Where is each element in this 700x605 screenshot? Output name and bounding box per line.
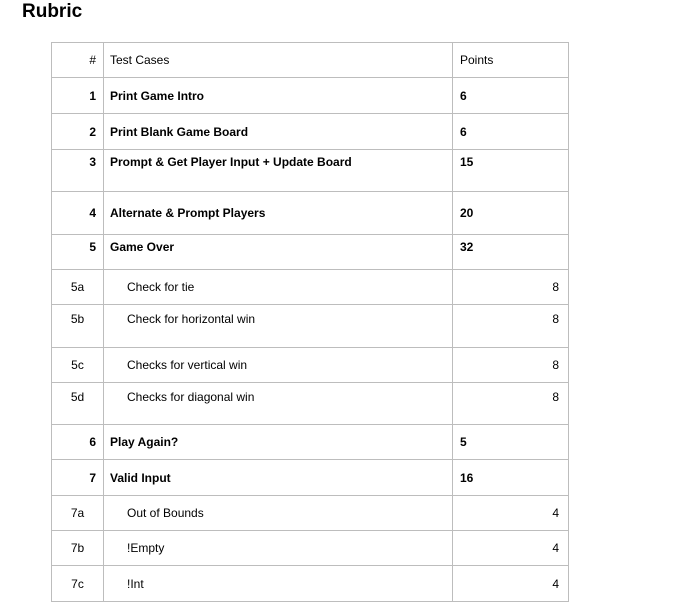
row-number: 3 xyxy=(52,150,104,192)
table-header-row xyxy=(52,43,569,78)
page-title: Rubric xyxy=(22,1,83,22)
row-test-case: Valid Input xyxy=(104,460,453,496)
row-test-case: !Empty xyxy=(104,531,453,566)
row-points: 15 xyxy=(453,150,569,192)
table-row xyxy=(52,114,569,150)
table-row xyxy=(52,192,569,235)
table-row xyxy=(52,496,569,531)
row-points: 4 xyxy=(453,531,569,566)
row-number: 4 xyxy=(52,192,104,235)
row-number: 5b xyxy=(52,305,104,348)
row-number: 5d xyxy=(52,383,104,425)
row-points: 4 xyxy=(453,566,569,602)
table-row xyxy=(52,425,569,460)
table-row xyxy=(52,348,569,383)
row-test-case: Print Blank Game Board xyxy=(104,114,453,150)
table-row xyxy=(52,235,569,270)
row-number: 1 xyxy=(52,78,104,114)
row-number: 7b xyxy=(52,531,104,566)
row-test-case: !Int xyxy=(104,566,453,602)
row-points: 8 xyxy=(453,383,569,425)
row-points: 8 xyxy=(453,270,569,305)
table-row xyxy=(52,150,569,192)
table-row xyxy=(52,78,569,114)
row-points: 8 xyxy=(453,348,569,383)
table-row xyxy=(52,305,569,348)
row-test-case: Alternate & Prompt Players xyxy=(104,192,453,235)
row-number: 2 xyxy=(52,114,104,150)
table-row xyxy=(52,460,569,496)
header-test-cases: Test Cases xyxy=(104,43,453,78)
row-number: 7a xyxy=(52,496,104,531)
row-points: 16 xyxy=(453,460,569,496)
row-points: 8 xyxy=(453,305,569,348)
header-number: # xyxy=(52,43,104,78)
row-points: 6 xyxy=(453,78,569,114)
row-test-case: Checks for diagonal win xyxy=(104,383,453,425)
row-number: 5c xyxy=(52,348,104,383)
row-test-case: Print Game Intro xyxy=(104,78,453,114)
row-points: 6 xyxy=(453,114,569,150)
table-row xyxy=(52,531,569,566)
row-number: 5a xyxy=(52,270,104,305)
row-test-case: Play Again? xyxy=(104,425,453,460)
row-test-case: Check for tie xyxy=(104,270,453,305)
row-points: 5 xyxy=(453,425,569,460)
header-points: Points xyxy=(453,43,569,78)
rubric-table xyxy=(51,42,569,602)
row-test-case: Prompt & Get Player Input + Update Board xyxy=(104,150,453,192)
row-points: 4 xyxy=(453,496,569,531)
row-test-case: Check for horizontal win xyxy=(104,305,453,348)
row-number: 7c xyxy=(52,566,104,602)
row-points: 32 xyxy=(453,235,569,270)
row-number: 7 xyxy=(52,460,104,496)
row-test-case: Out of Bounds xyxy=(104,496,453,531)
row-number: 5 xyxy=(52,235,104,270)
table-row xyxy=(52,270,569,305)
row-test-case: Checks for vertical win xyxy=(104,348,453,383)
row-test-case: Game Over xyxy=(104,235,453,270)
row-number: 6 xyxy=(52,425,104,460)
table-row xyxy=(52,383,569,425)
table-row xyxy=(52,566,569,602)
row-points: 20 xyxy=(453,192,569,235)
